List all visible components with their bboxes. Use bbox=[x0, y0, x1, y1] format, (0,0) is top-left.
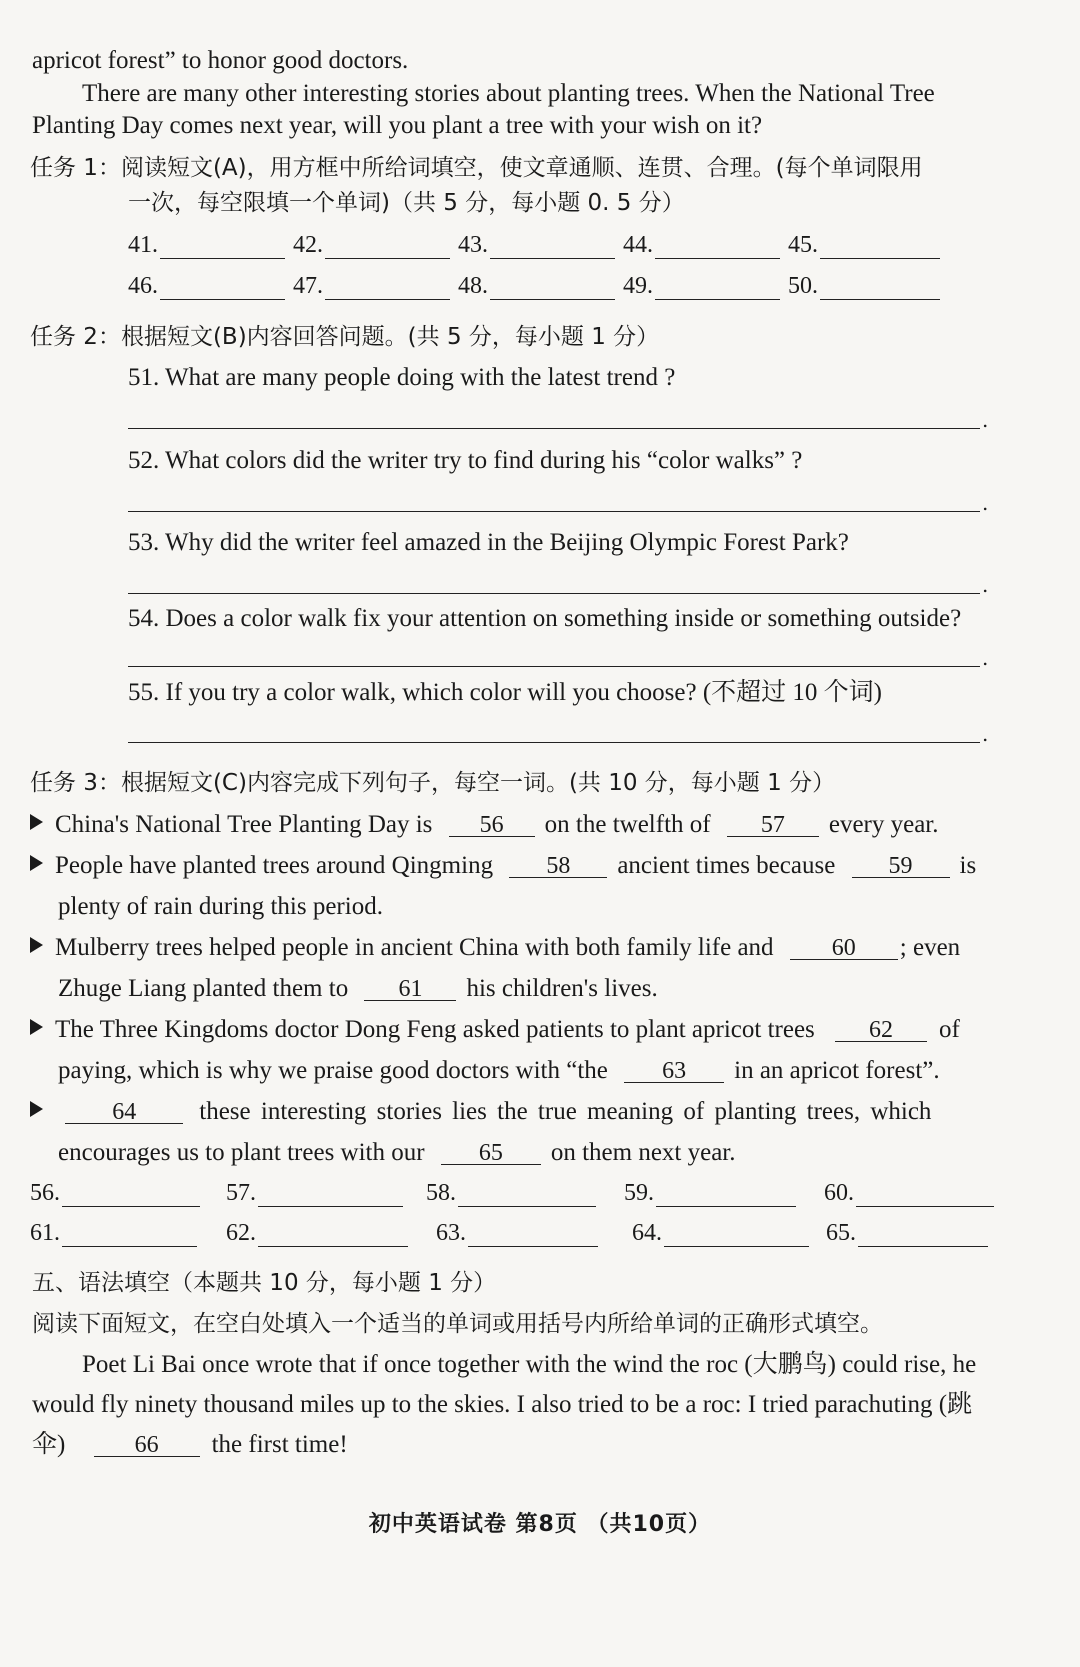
sentence-text: is bbox=[959, 852, 977, 879]
blank-number: 44. bbox=[623, 232, 653, 258]
answer-period-53: . bbox=[982, 573, 989, 597]
sentence-text: these interesting stories lies the true meaning of planting trees, which bbox=[199, 1098, 932, 1125]
blank-underline bbox=[468, 1222, 598, 1247]
task3-row-1 bbox=[30, 1180, 1002, 1207]
inline-blank-64 bbox=[65, 1097, 183, 1124]
blank-number: 43. bbox=[458, 232, 488, 258]
blank-underline bbox=[160, 275, 285, 300]
question-51: 51. What are many people doing with the latest trend ? bbox=[128, 364, 676, 391]
blank-underline bbox=[458, 1182, 596, 1207]
task3-sentence-4 bbox=[30, 1015, 960, 1045]
inline-blank-56 bbox=[449, 810, 535, 837]
blank-number: 62 bbox=[869, 1017, 894, 1043]
bullet-triangle-icon bbox=[30, 814, 43, 830]
answer-blank-63[interactable] bbox=[436, 1220, 632, 1247]
blank-underline bbox=[490, 234, 615, 259]
blank-underline bbox=[858, 1222, 988, 1247]
answer-line-54[interactable] bbox=[128, 666, 980, 667]
blank-number: 47. bbox=[293, 273, 323, 299]
sentence-text: encourages us to plant trees with our bbox=[58, 1139, 425, 1166]
answer-blank-61[interactable] bbox=[30, 1220, 226, 1247]
answer-blank-49[interactable] bbox=[623, 273, 788, 300]
task3-sentence-4-cont bbox=[58, 1056, 940, 1086]
sentence-text: in an apricot forest”. bbox=[734, 1057, 940, 1084]
blank-underline bbox=[664, 1222, 809, 1247]
blank-underline bbox=[258, 1222, 408, 1247]
sentence-text: Zhuge Liang planted them to bbox=[58, 975, 349, 1002]
blank-number: 65. bbox=[826, 1220, 856, 1246]
answer-blank-57[interactable] bbox=[226, 1180, 426, 1207]
answer-line-55[interactable] bbox=[128, 742, 980, 743]
blank-underline bbox=[325, 275, 450, 300]
passage-line-3: Planting Day comes next year, will you plant a tree with your wish on it? bbox=[32, 112, 763, 139]
blank-number: 42. bbox=[293, 232, 323, 258]
blank-underline bbox=[490, 275, 615, 300]
task1-row-2 bbox=[128, 273, 953, 300]
sentence-text: Mulberry trees helped people in ancient China with both family life and bbox=[55, 934, 774, 961]
blank-underline bbox=[656, 1182, 796, 1207]
blank-number: 46. bbox=[128, 273, 158, 299]
inline-blank-61 bbox=[364, 974, 456, 1001]
answer-blank-58[interactable] bbox=[426, 1180, 624, 1207]
section5-paragraph-1: Poet Li Bai once wrote that if once together with the wind the roc (大鹏鸟) could rise, he bbox=[82, 1351, 977, 1378]
blank-number: 63 bbox=[662, 1058, 687, 1084]
passage-line-1: apricot forest” to honor good doctors. bbox=[32, 47, 409, 74]
inline-blank-66[interactable] bbox=[94, 1430, 200, 1457]
section5-paragraph-3 bbox=[32, 1430, 348, 1460]
inline-blank-60 bbox=[790, 933, 898, 960]
blank-underline bbox=[820, 234, 940, 259]
task3-sentence-2 bbox=[30, 851, 976, 881]
blank-number: 45. bbox=[788, 232, 818, 258]
sentence-text: China's National Tree Planting Day is bbox=[55, 811, 433, 838]
blank-number: 58 bbox=[546, 853, 571, 879]
task2-title: 任务 2：根据短文(B)内容回答问题。(共 5 分，每小题 1 分） bbox=[30, 324, 660, 350]
blank-underline bbox=[160, 234, 285, 259]
blank-underline bbox=[62, 1182, 200, 1207]
blank-number: 48. bbox=[458, 273, 488, 299]
task1-row-1 bbox=[128, 232, 953, 259]
sentence-text: ; even bbox=[899, 934, 961, 961]
sentence-text: People have planted trees around Qingming bbox=[55, 852, 494, 879]
answer-blank-42[interactable] bbox=[293, 232, 458, 259]
blank-number: 60 bbox=[831, 935, 856, 961]
sentence-text: ancient times because bbox=[617, 852, 836, 879]
blank-underline bbox=[62, 1222, 197, 1247]
sentence-text: 伞) bbox=[32, 1431, 66, 1458]
blank-underline bbox=[258, 1182, 403, 1207]
blank-underline bbox=[820, 275, 940, 300]
answer-blank-48[interactable] bbox=[458, 273, 623, 300]
answer-period-55: . bbox=[982, 722, 989, 746]
task1-title: 任务 1：阅读短文(A)，用方框中所给词填空，使文章通顺、连贯、合理。(每个单词限用 bbox=[30, 155, 923, 181]
blank-number: 66 bbox=[134, 1432, 159, 1458]
blank-number: 65 bbox=[478, 1140, 503, 1166]
sentence-text: the first time! bbox=[211, 1431, 348, 1458]
task3-sentence-5 bbox=[30, 1097, 931, 1127]
blank-number: 61 bbox=[398, 976, 423, 1002]
blank-number: 59 bbox=[888, 853, 913, 879]
inline-blank-57 bbox=[727, 810, 819, 837]
blank-number: 56. bbox=[30, 1180, 60, 1206]
task3-sentence-3 bbox=[30, 933, 960, 963]
page-footer: 初中英语试卷 第8页 （共10页） bbox=[368, 1512, 712, 1537]
sentence-text: of bbox=[939, 1016, 960, 1043]
blank-number: 63. bbox=[436, 1220, 466, 1246]
answer-period-54: . bbox=[982, 646, 989, 670]
answer-blank-43[interactable] bbox=[458, 232, 623, 259]
bullet-triangle-icon bbox=[30, 855, 43, 871]
task3-sentence-2-cont: plenty of rain during this period. bbox=[58, 893, 383, 920]
inline-blank-58 bbox=[509, 851, 607, 878]
blank-underline bbox=[856, 1182, 994, 1207]
answer-blank-50[interactable] bbox=[788, 273, 953, 300]
answer-blank-59[interactable] bbox=[624, 1180, 824, 1207]
answer-blank-64[interactable] bbox=[632, 1220, 826, 1247]
task3-title: 任务 3：根据短文(C)内容完成下列句子，每空一词。(共 10 分，每小题 1 分） bbox=[30, 770, 836, 796]
question-52: 52. What colors did the writer try to find during his “color walks” ? bbox=[128, 447, 803, 474]
answer-period-51: . bbox=[982, 408, 989, 432]
section5-instruction: 阅读下面短文，在空白处填入一个适当的单词或用括号内所给单词的正确形式填空。 bbox=[32, 1311, 883, 1337]
bullet-triangle-icon bbox=[30, 1019, 43, 1035]
task3-sentence-3-cont bbox=[58, 974, 658, 1004]
passage-line-2: There are many other interesting stories about planting trees. When the National Tree bbox=[82, 80, 935, 107]
inline-blank-63 bbox=[624, 1056, 724, 1083]
task3-row-2 bbox=[30, 1220, 1006, 1247]
section5-paragraph-2: would fly ninety thousand miles up to the skies. I also tried to be a roc: I tried parachuting (跳 bbox=[32, 1391, 973, 1418]
question-55: 55. If you try a color walk, which color will you choose? (不超过 10 个词) bbox=[128, 679, 883, 706]
sentence-text: The Three Kingdoms doctor Dong Feng asked patients to plant apricot trees bbox=[55, 1016, 815, 1043]
bullet-triangle-icon bbox=[30, 1101, 43, 1117]
inline-blank-65 bbox=[441, 1138, 541, 1165]
blank-number: 64 bbox=[112, 1099, 137, 1125]
blank-number: 57 bbox=[760, 812, 785, 838]
task3-sentence-1 bbox=[30, 810, 939, 840]
blank-underline bbox=[325, 234, 450, 259]
sentence-text: his children's lives. bbox=[466, 975, 658, 1002]
blank-number: 59. bbox=[624, 1180, 654, 1206]
blank-number: 61. bbox=[30, 1220, 60, 1246]
answer-line-53[interactable] bbox=[128, 593, 980, 594]
inline-blank-62 bbox=[835, 1015, 927, 1042]
task3-sentence-5-cont bbox=[58, 1138, 736, 1168]
answer-blank-60[interactable] bbox=[824, 1180, 1002, 1207]
sentence-text: on the twelfth of bbox=[544, 811, 711, 838]
blank-number: 62. bbox=[226, 1220, 256, 1246]
inline-blank-59 bbox=[852, 851, 950, 878]
sentence-text: on them next year. bbox=[550, 1139, 736, 1166]
answer-blank-44[interactable] bbox=[623, 232, 788, 259]
answer-blank-62[interactable] bbox=[226, 1220, 436, 1247]
question-53: 53. Why did the writer feel amazed in the Beijing Olympic Forest Park? bbox=[128, 529, 849, 556]
answer-blank-65[interactable] bbox=[826, 1220, 1006, 1247]
answer-blank-46[interactable] bbox=[128, 273, 293, 300]
question-54: 54. Does a color walk fix your attention on something inside or something outside? bbox=[128, 605, 962, 632]
blank-number: 64. bbox=[632, 1220, 662, 1246]
sentence-text: every year. bbox=[828, 811, 939, 838]
blank-number: 49. bbox=[623, 273, 653, 299]
blank-number: 50. bbox=[788, 273, 818, 299]
task1-title-cont: 一次，每空限填一个单词)（共 5 分，每小题 0. 5 分） bbox=[128, 190, 685, 216]
answer-blank-47[interactable] bbox=[293, 273, 458, 300]
sentence-text: paying, which is why we praise good doctors with “the bbox=[58, 1057, 608, 1084]
blank-number: 56 bbox=[479, 812, 504, 838]
blank-number: 60. bbox=[824, 1180, 854, 1206]
answer-blank-41[interactable] bbox=[128, 232, 293, 259]
blank-underline bbox=[655, 234, 780, 259]
answer-blank-45[interactable] bbox=[788, 232, 953, 259]
blank-number: 41. bbox=[128, 232, 158, 258]
blank-number: 58. bbox=[426, 1180, 456, 1206]
answer-line-51[interactable] bbox=[128, 428, 980, 429]
blank-number: 57. bbox=[226, 1180, 256, 1206]
answer-line-52[interactable] bbox=[128, 511, 980, 512]
bullet-triangle-icon bbox=[30, 937, 43, 953]
answer-blank-56[interactable] bbox=[30, 1180, 226, 1207]
answer-period-52: . bbox=[982, 491, 989, 515]
section5-title: 五、语法填空（本题共 10 分，每小题 1 分） bbox=[32, 1270, 497, 1296]
blank-underline bbox=[655, 275, 780, 300]
